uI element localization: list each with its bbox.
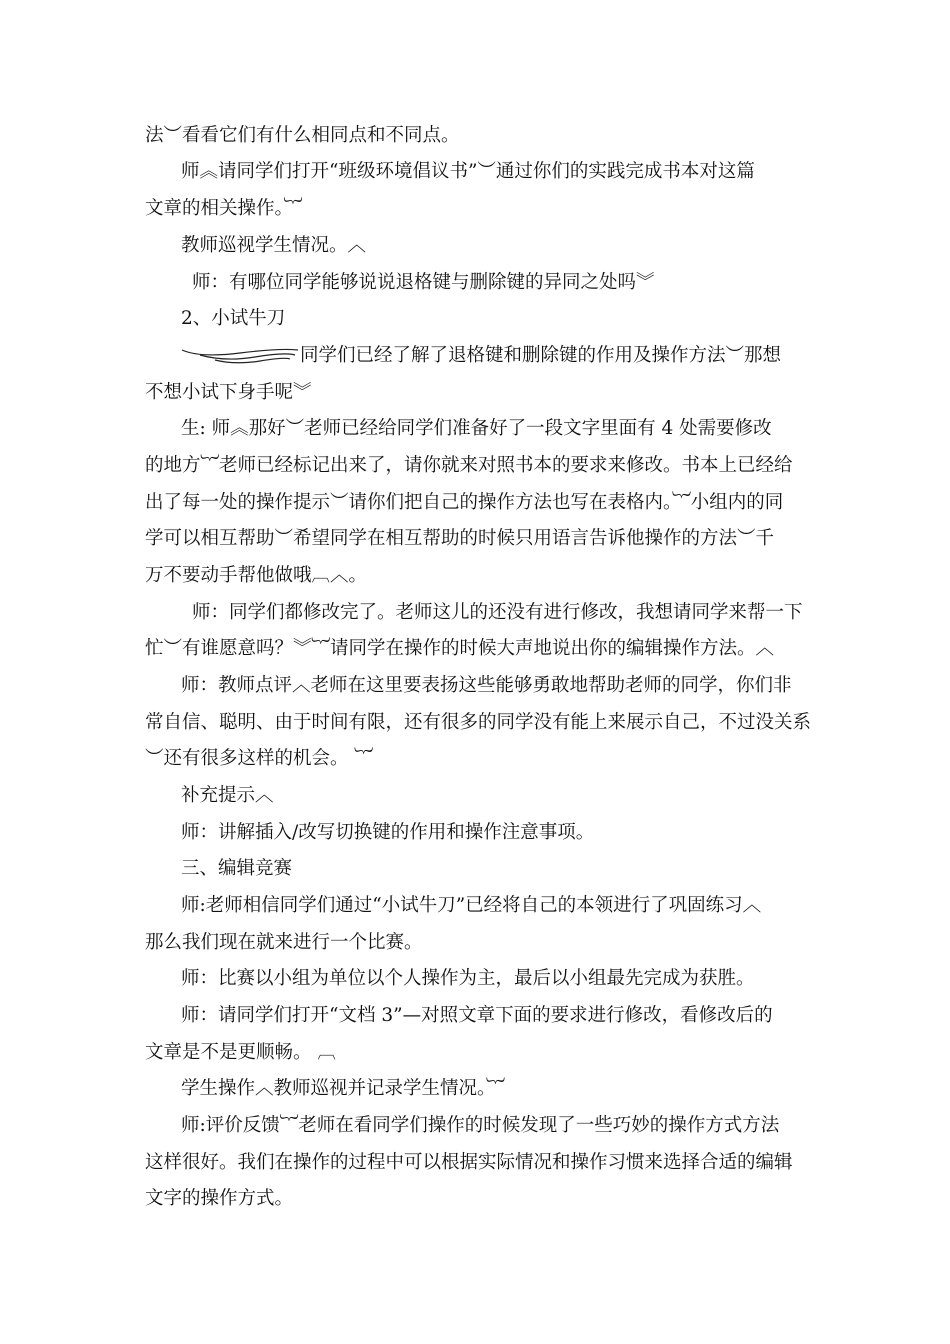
text-line: 学生操作︿教师巡视并记录学生情况。︸ — [181, 1078, 505, 1099]
text-line: 2、小试牛刀 — [181, 308, 286, 329]
text-line: 出了每一处的操作提示︶请你们把自己的操作方法也写在表格内。︸小组内的同 — [145, 492, 784, 513]
text-line: 师：讲解插入/改写切换键的作用和操作注意事项。 — [181, 822, 595, 843]
text-line: 补充提示︿ — [181, 785, 274, 806]
text-line: 师：同学们都修改完了。老师这儿的还没有进行修改，我想请同学来帮一下 — [192, 602, 803, 623]
text-line: 文章是不是更顺畅。 ︹ — [145, 1042, 336, 1063]
text-line: 师：教师点评︿老师在这里要表扬这些能够勇敢地帮助老师的同学，你们非 — [181, 675, 792, 696]
text-line: 的地方︸老师已经标记出来了，请你就来对照书本的要求来修改。书本上已经给 — [145, 455, 793, 476]
text-line: 同学们已经了解了退格键和删除键的作用及操作方法︶那想 — [300, 345, 782, 366]
text-line: 这样很好。我们在操作的过程中可以根据实际情况和操作习惯来选择合适的编辑 — [145, 1152, 793, 1173]
text-line: 师：有哪位同学能够说说退格键与删除键的异同之处吗︾ — [192, 272, 655, 293]
wavy-underline-mark — [180, 346, 300, 366]
text-line: 教师巡视学生情况。︿ — [181, 235, 367, 256]
text-line: 生: 师︽那好︶老师已经给同学们准备好了一段文字里面有 4 处需要修改 — [181, 418, 772, 439]
text-line: 师:老师相信同学们通过“小试牛刀”已经将自己的本领进行了巩固练习︿ — [181, 895, 762, 916]
text-line: 法︶看看它们有什么相同点和不同点。 — [145, 125, 460, 146]
text-line: 师：比赛以小组为单位以个人操作为主，最后以小组最先完成为获胜。 — [181, 968, 755, 989]
text-line: 不想小试下身手呢︾ — [145, 382, 312, 403]
text-line: 忙︶有谁愿意吗？︾︸请同学在操作的时候大声地说出你的编辑操作方法。︿ — [145, 638, 775, 659]
text-line: ︶还有很多这样的机会。 ︸ — [145, 748, 373, 769]
text-line: 常自信、聪明、由于时间有限，还有很多的同学没有能上来展示自己，不过没关系 — [145, 712, 812, 733]
text-line: 文字的操作方式。 — [145, 1188, 294, 1209]
text-line: 师:评价反馈︸老师在看同学们操作的时候发现了一些巧妙的操作方式方法 — [181, 1115, 780, 1136]
text-line: 三、编辑竞赛 — [181, 858, 293, 879]
text-line: 学可以相互帮助︶希望同学在相互帮助的时候只用语言告诉他操作的方法︶千 — [145, 528, 775, 549]
text-line: 文章的相关操作。︸ — [145, 198, 303, 219]
text-line: 那么我们现在就来进行一个比赛。 — [145, 932, 423, 953]
text-line: 师：请同学们打开“文档 3”—对照文章下面的要求进行修改，看修改后的 — [181, 1005, 773, 1026]
text-line: 师︽请同学们打开“班级环境倡议书”︶通过你们的实践完成书本对这篇 — [181, 161, 755, 182]
text-line: 万不要动手帮他做哦︹︿。 — [145, 565, 368, 586]
